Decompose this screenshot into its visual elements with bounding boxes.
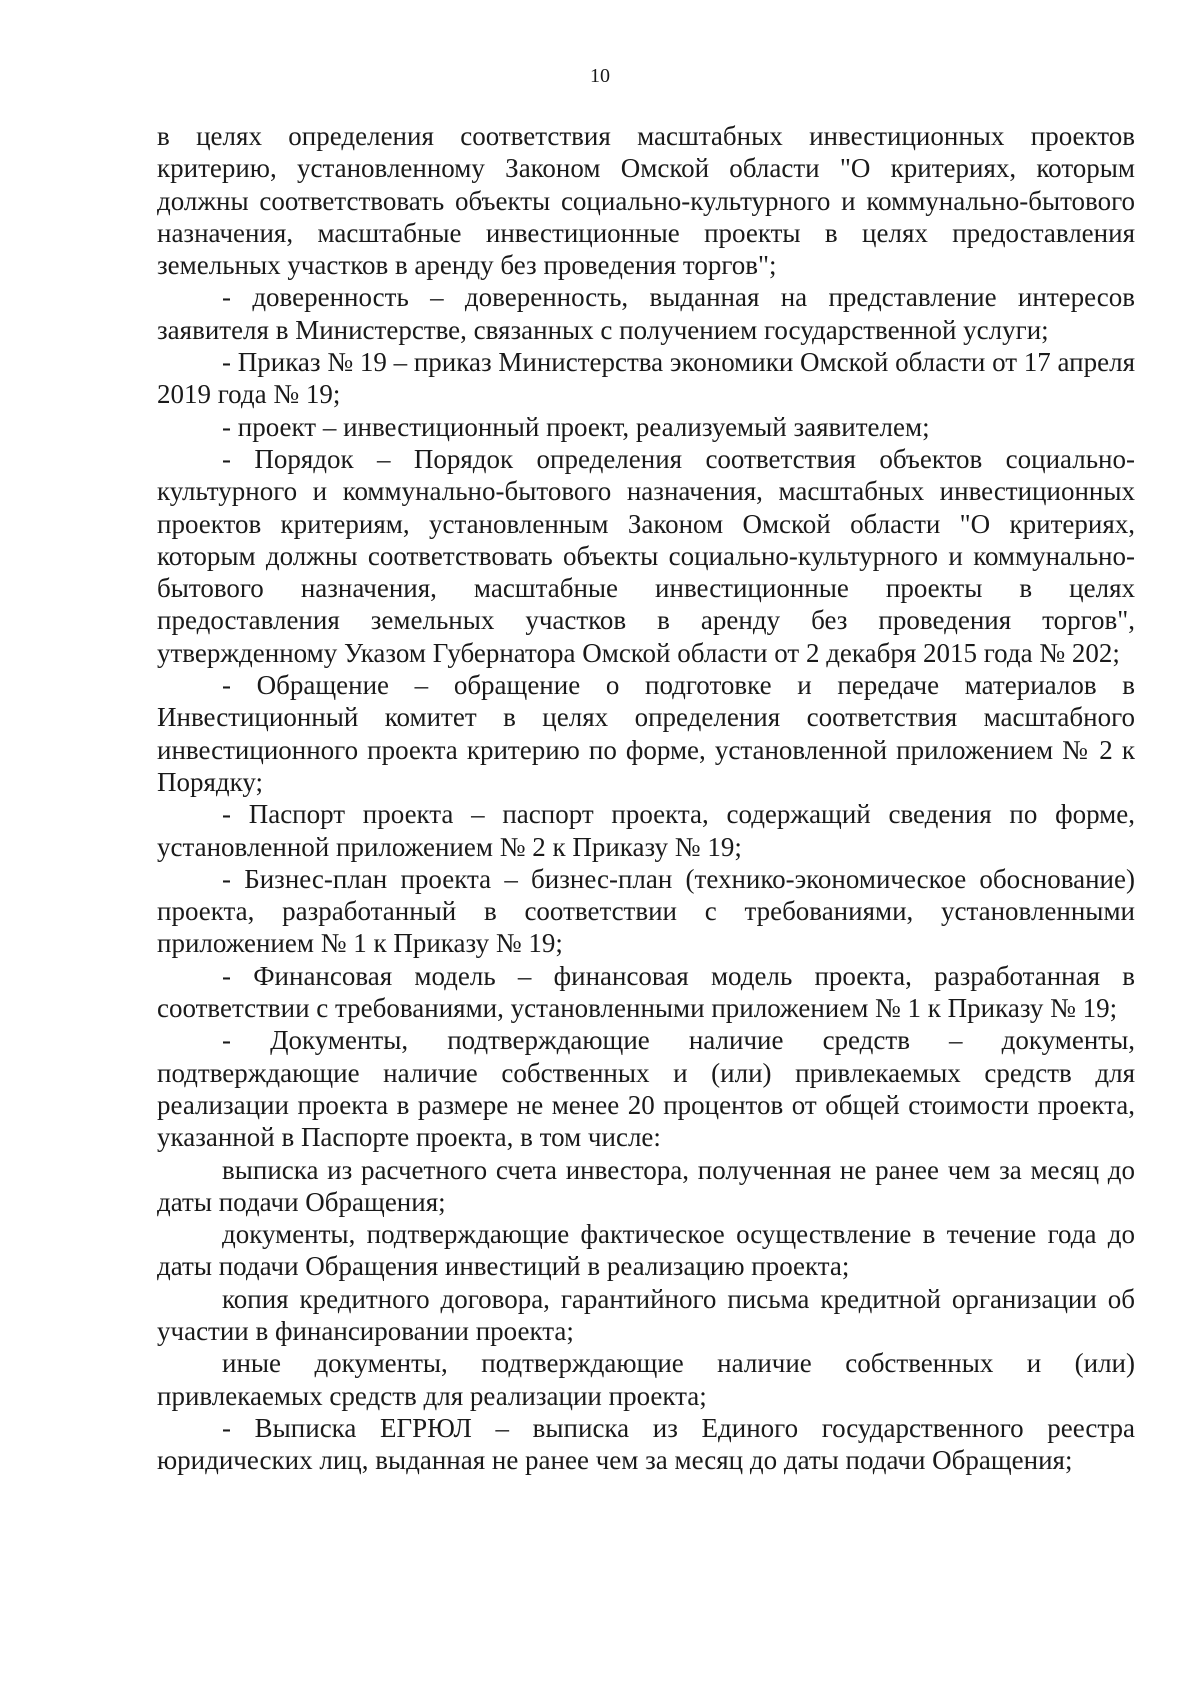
sub-item-paragraph: иные документы, подтверждающие наличие собственных и (или) привлекаемых средств для реализации проекта; <box>157 1348 1135 1411</box>
definition-paragraph: - Выписка ЕГРЮЛ – выписка из Единого государственного реестра юридических лиц, выданная не ранее чем за месяц до даты подачи Обращения; <box>157 1412 1135 1476</box>
definition-paragraph: - Паспорт проекта – паспорт проекта, содержащий сведения по форме, установленной приложением № 2 к Приказу № 19; <box>157 799 1135 862</box>
definition-paragraph: - Документы, подтверждающие наличие средств – документы, подтверждающие наличие собственных и (или) привлекаемых средств для реализации проекта в размере не менее 20 процентов от общей стоимости проекта, указанной в Паспорте проекта, в том числе: <box>157 1025 1135 1153</box>
document-body <box>157 120 1135 1476</box>
sub-item-paragraph: документы, подтверждающие фактическое осуществление в течение года до даты подачи Обращения инвестиций в реализацию проекта; <box>157 1219 1135 1282</box>
paragraph: в целях определения соответствия масштабных инвестиционных проектов критерию, установленному Законом Омской области "О критериях, которым должны соответствовать объекты социально-культурного и коммунально-бытового назначения, масштабные инвестиционные проекты в целях предоставления земельных участков в аренду без проведения торгов"; <box>157 121 1135 281</box>
sub-item-paragraph: выписка из расчетного счета инвестора, полученная не ранее чем за месяц до даты подачи Обращения; <box>157 1154 1135 1217</box>
sub-item-paragraph: копия кредитного договора, гарантийного письма кредитной организации об участии в финансировании проекта; <box>157 1283 1135 1346</box>
definition-paragraph: - Финансовая модель – финансовая модель проекта, разработанная в соответствии с требованиями, установленными приложением № 1 к Приказу № 19; <box>157 960 1135 1024</box>
definition-paragraph: - Приказ № 19 – приказ Министерства экономики Омской области от 17 апреля 2019 года № 19; <box>157 347 1135 410</box>
definition-paragraph: - доверенность – доверенность, выданная на представление интересов заявителя в Министерстве, связанных с получением государственной услуги; <box>157 282 1135 345</box>
definition-paragraph: - Бизнес-план проекта – бизнес-план (технико-экономическое обоснование) проекта, разработанный в соответствии с требованиями, установленными приложением № 1 к Приказу № 19; <box>157 863 1135 959</box>
definition-paragraph: - Обращение – обращение о подготовке и передаче материалов в Инвестиционный комитет в целях определения соответствия масштабного инвестиционного проекта критерию по форме, установленной приложением № 2 к Порядку; <box>157 670 1135 797</box>
definition-paragraph: - Порядок – Порядок определения соответствия объектов социально-культурного и коммунально-бытового назначения, масштабных инвестиционных проектов критериям, установленным Законом Омской области "О критериях, которым должны соответствовать объекты социально-культурного и коммунально-бытового назначения, масштабные инвестиционные проекты в целях предоставления земельных участков в аренду без проведения торгов", утвержденному Указом Губернатора Омской области от 2 декабря 2015 года № 202; <box>157 443 1135 668</box>
page-number: 10 <box>590 65 610 87</box>
definition-paragraph: - проект – инвестиционный проект, реализуемый заявителем; <box>222 411 930 442</box>
